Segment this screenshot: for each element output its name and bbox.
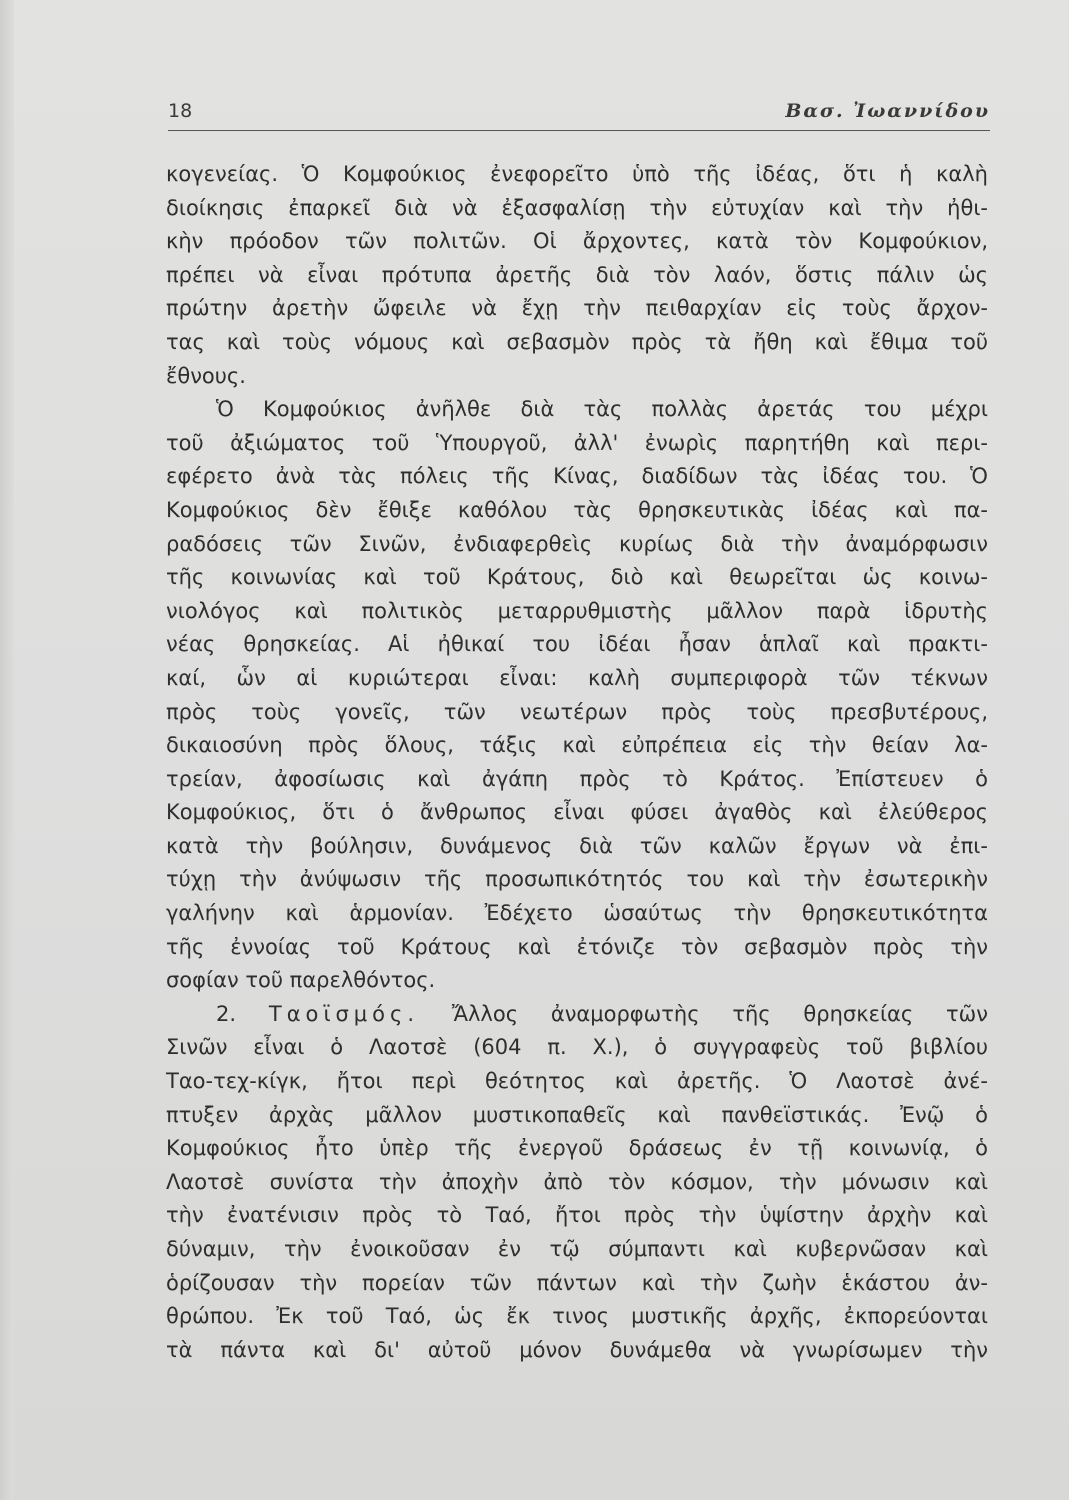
text-line: τῆς κοινωνίας καὶ τοῦ Κράτους, διὸ καὶ θεωρεῖται ὡς κοινω- [166,565,988,590]
page-edge [0,0,14,1500]
running-head-author: Βασ. Ἰωαννίδου [785,100,990,122]
text-line: πρώτην ἀρετὴν ὤφειλε νὰ ἔχῃ τὴν πειθαρχίαν εἰς τοὺς ἄρχον- [166,296,988,321]
text-line: τοῦ ἀξιώματος τοῦ Ὑπουργοῦ, ἀλλ' ἐνωρὶς παρητήθη καὶ περι- [166,430,988,455]
text-line: ἔθνους. [166,363,246,388]
text-line: γαλήνην καὶ ἁρμονίαν. Ἐδέχετο ὡσαύτως τὴν θρησκευτικότητα [166,901,988,926]
text-line: Ὁ Κομφούκιος ἀνῆλθε διὰ τὰς πολλὰς ἀρετάς του μέχρι [216,397,988,422]
page-header [168,96,990,132]
text-line: Κομφούκιος ἦτο ὑπὲρ τῆς ἐνεργοῦ δράσεως ἐν τῇ κοινωνίᾳ, ὁ [166,1136,988,1161]
text-line: κογενείας. Ὁ Κομφούκιος ἐνεφορεῖτο ὑπὸ τῆς ἰδέας, ὅτι ἡ καλὴ [166,162,988,186]
text-line: πρὸς τοὺς γονεῖς, τῶν νεωτέρων πρὸς τοὺς πρεσβυτέρους, [166,699,988,724]
text-line: τὴν ἐνατένισιν πρὸς τὸ Ταό, ἤτοι πρὸς τὴν ὑψίστην ἀρχὴν καὶ [166,1203,988,1228]
text-line: Ταο-τεχ-κίγκ, ἤτοι περὶ θεότητος καὶ ἀρετῆς. Ὁ Λαοτσὲ ἀνέ- [166,1069,988,1094]
text-line: τρείαν, ἀφοσίωσις καὶ ἀγάπη πρὸς τὸ Κράτος. Ἐπίστευεν ὁ [166,766,988,791]
text-line: κὴν πρόοδον τῶν πολιτῶν. Οἱ ἄρχοντες, κατὰ τὸν Κομφούκιον, [166,229,988,254]
text-line: τύχῃ τὴν ἀνύψωσιν τῆς προσωπικότητός του καὶ τὴν ἐσωτερικὴν [166,867,988,892]
text-line: εφέρετο ἀνὰ τὰς πόλεις τῆς Κίνας, διαδίδων τὰς ἰδέας του. Ὁ [166,464,988,489]
section-heading-line [166,998,988,1032]
text-line: κατὰ τὴν βούλησιν, δυνάμενος διὰ τῶν καλῶν ἔργων νὰ ἐπι- [166,833,988,858]
text-line: νιολόγος καὶ πολιτικὸς μεταρρυθμιστὴς μᾶλλον παρὰ ἱδρυτὴς [166,598,988,623]
page-number: 18 [168,100,193,122]
text-line: τας καὶ τοὺς νόμους καὶ σεβασμὸν πρὸς τὰ ἤθη καὶ ἔθιμα τοῦ [166,329,988,354]
text-line: νέας θρησκείας. Αἱ ἠθικαί του ἰδέαι ἦσαν ἁπλαῖ καὶ πρακτι- [166,632,988,657]
text-line: δικαιοσύνη πρὸς ὅλους, τάξις καὶ εὐπρέπεια εἰς τὴν θείαν λα- [166,733,988,758]
text-line: Ἄλλος ἀναμορφωτὴς τῆς θρησκείας τῶν [451,1001,988,1026]
header-rule [168,130,990,131]
text-line: Λαοτσὲ συνίστα τὴν ἀποχὴν ἀπὸ τὸν κόσμον, τὴν μόνωσιν καὶ [166,1169,988,1194]
section-number: 2. [216,1001,237,1026]
text-line: σοφίαν τοῦ παρελθόντος. [166,968,436,993]
text-line: ραδόσεις τῶν Σινῶν, ἐνδιαφερθεὶς κυρίως διὰ τὴν ἀναμόρφωσιν [166,531,988,556]
text-line: θρώπου. Ἐκ τοῦ Ταό, ὡς ἔκ τινος μυστικῆς ἀρχῆς, ἐκπορεύονται [166,1304,988,1329]
body-text [166,158,988,1367]
text-line: καί, ὧν αἱ κυριώτεραι εἶναι: καλὴ συμπεριφορὰ τῶν τέκνων [166,665,988,690]
text-line: διοίκησις ἐπαρκεῖ διὰ νὰ ἐξασφαλίσῃ τὴν εὐτυχίαν καὶ τὴν ἠθι- [166,195,988,220]
text-line: Κομφούκιος, ὅτι ὁ ἄνθρωπος εἶναι φύσει ἀγαθὸς καὶ ἐλεύθερος [166,800,988,825]
text-line: τὰ πάντα καὶ δι' αὐτοῦ μόνον δυνάμεθα νὰ γνωρίσωμεν τὴν [166,1337,988,1362]
text-line: πρέπει νὰ εἶναι πρότυπα ἀρετῆς διὰ τὸν λαόν, ὅστις πάλιν ὡς [166,262,988,287]
text-line: ὁρίζουσαν τὴν πορείαν τῶν πάντων καὶ τὴν ζωὴν ἑκάστου ἀν- [166,1270,988,1295]
text-line: πτυξεν ἀρχὰς μᾶλλον μυστικοπαθεῖς καὶ πανθεϊστικάς. Ἐνῷ ὁ [166,1102,988,1127]
text-line: δύναμιν, τὴν ἐνοικοῦσαν ἐν τῷ σύμπαντι καὶ κυβερνῶσαν καὶ [166,1237,988,1261]
section-title: Ταοϊσμός. [268,1001,420,1026]
text-line: τῆς ἐννοίας τοῦ Κράτους καὶ ἐτόνιζε τὸν σεβασμὸν πρὸς τὴν [166,934,988,959]
text-line: Κομφούκιος δὲν ἔθιξε καθόλου τὰς θρησκευτικὰς ἰδέας καὶ πα- [166,497,988,522]
text-line: Σινῶν εἶναι ὁ Λαοτσὲ (604 π. Χ.), ὁ συγγραφεὺς τοῦ βιβλίου [166,1035,988,1060]
